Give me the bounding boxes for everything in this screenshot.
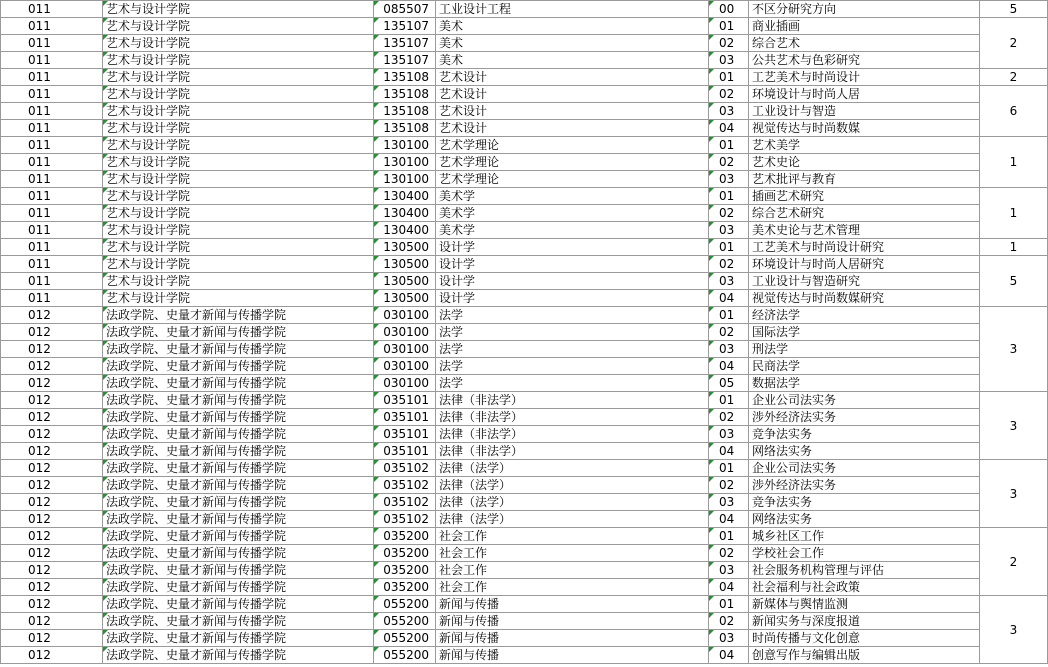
direction-name-cell[interactable]: 社会服务机构管理与评估	[749, 562, 980, 579]
table-row	[1, 630, 1048, 647]
table-row	[1, 35, 1048, 52]
major-code-cell[interactable]: 130500	[374, 273, 436, 290]
major-name-cell[interactable]: 美术	[436, 52, 709, 69]
direction-name-cell[interactable]: 民商法学	[749, 358, 980, 375]
major-code-cell[interactable]: 130100	[374, 171, 436, 188]
college-code-cell[interactable]: 012	[1, 528, 103, 545]
direction-code-cell[interactable]: 03	[709, 103, 749, 120]
college-code-cell[interactable]: 012	[1, 392, 103, 409]
college-name-cell[interactable]: 艺术与设计学院	[103, 52, 374, 69]
table-row	[1, 1, 1048, 18]
college-code-cell[interactable]: 011	[1, 290, 103, 307]
college-code-cell[interactable]: 011	[1, 18, 103, 35]
college-name-cell[interactable]: 法政学院、史量才新闻与传播学院	[103, 596, 374, 613]
direction-name-cell[interactable]: 新闻实务与深度报道	[749, 613, 980, 630]
direction-name-cell[interactable]: 涉外经济法实务	[749, 409, 980, 426]
direction-name-cell[interactable]: 商业插画	[749, 18, 980, 35]
major-name-cell[interactable]: 美术	[436, 35, 709, 52]
major-name-cell[interactable]: 新闻与传播	[436, 596, 709, 613]
table-row	[1, 273, 1048, 290]
major-code-cell[interactable]: 030100	[374, 324, 436, 341]
direction-code-cell[interactable]: 03	[709, 171, 749, 188]
table-row	[1, 52, 1048, 69]
major-name-cell[interactable]: 艺术学理论	[436, 154, 709, 171]
major-name-cell[interactable]: 社会工作	[436, 545, 709, 562]
direction-name-cell[interactable]: 公共艺术与色彩研究	[749, 52, 980, 69]
direction-code-cell[interactable]: 02	[709, 324, 749, 341]
major-code-cell[interactable]: 035102	[374, 477, 436, 494]
table-row	[1, 86, 1048, 103]
college-code-cell[interactable]: 011	[1, 1, 103, 18]
direction-code-cell[interactable]: 01	[709, 239, 749, 256]
major-name-cell[interactable]: 法律（非法学）	[436, 392, 709, 409]
direction-code-cell[interactable]: 01	[709, 392, 749, 409]
direction-code-cell[interactable]: 02	[709, 256, 749, 273]
direction-code-cell[interactable]: 01	[709, 137, 749, 154]
direction-code-cell[interactable]: 00	[709, 1, 749, 18]
major-name-cell[interactable]: 法学	[436, 358, 709, 375]
major-name-cell[interactable]: 法律（非法学）	[436, 409, 709, 426]
major-code-cell[interactable]: 135107	[374, 35, 436, 52]
major-code-cell[interactable]: 035200	[374, 579, 436, 596]
college-name-cell[interactable]: 艺术与设计学院	[103, 86, 374, 103]
direction-name-cell[interactable]: 社会福利与社会政策	[749, 579, 980, 596]
direction-name-cell[interactable]: 竞争法实务	[749, 494, 980, 511]
major-code-cell[interactable]: 135108	[374, 69, 436, 86]
direction-name-cell[interactable]: 网络法实务	[749, 511, 980, 528]
table-row	[1, 409, 1048, 426]
major-code-cell[interactable]: 135108	[374, 103, 436, 120]
table-row	[1, 392, 1048, 409]
college-code-cell[interactable]: 011	[1, 154, 103, 171]
college-code-cell[interactable]: 012	[1, 409, 103, 426]
college-name-cell[interactable]: 法政学院、史量才新闻与传播学院	[103, 494, 374, 511]
direction-code-cell[interactable]: 02	[709, 86, 749, 103]
table-row	[1, 647, 1048, 664]
college-code-cell[interactable]: 011	[1, 256, 103, 273]
college-name-cell[interactable]: 艺术与设计学院	[103, 205, 374, 222]
table-row	[1, 494, 1048, 511]
direction-name-cell[interactable]: 竞争法实务	[749, 426, 980, 443]
major-code-cell[interactable]: 035101	[374, 392, 436, 409]
major-code-cell[interactable]: 130100	[374, 154, 436, 171]
major-code-cell[interactable]: 130400	[374, 222, 436, 239]
college-code-cell[interactable]: 011	[1, 205, 103, 222]
table-row	[1, 579, 1048, 596]
college-name-cell[interactable]: 艺术与设计学院	[103, 222, 374, 239]
major-code-cell[interactable]: 030100	[374, 307, 436, 324]
direction-name-cell[interactable]: 企业公司法实务	[749, 460, 980, 477]
direction-code-cell[interactable]: 04	[709, 511, 749, 528]
college-code-cell[interactable]: 012	[1, 494, 103, 511]
college-name-cell[interactable]: 艺术与设计学院	[103, 103, 374, 120]
college-name-cell[interactable]: 法政学院、史量才新闻与传播学院	[103, 545, 374, 562]
enrollment-count-cell[interactable]: 1	[980, 137, 1048, 188]
college-name-cell[interactable]: 法政学院、史量才新闻与传播学院	[103, 375, 374, 392]
table-row	[1, 154, 1048, 171]
direction-name-cell[interactable]: 时尚传播与文化创意	[749, 630, 980, 647]
direction-name-cell[interactable]: 创意写作与编辑出版	[749, 647, 980, 664]
major-code-cell[interactable]: 130400	[374, 205, 436, 222]
direction-name-cell[interactable]: 艺术批评与教育	[749, 171, 980, 188]
major-name-cell[interactable]: 法律（非法学）	[436, 426, 709, 443]
major-name-cell[interactable]: 新闻与传播	[436, 613, 709, 630]
table-row	[1, 511, 1048, 528]
major-name-cell[interactable]: 社会工作	[436, 562, 709, 579]
major-code-cell[interactable]: 130500	[374, 239, 436, 256]
direction-name-cell[interactable]: 涉外经济法实务	[749, 477, 980, 494]
table-row	[1, 324, 1048, 341]
direction-name-cell[interactable]: 工艺美术与时尚设计	[749, 69, 980, 86]
college-code-cell[interactable]: 012	[1, 579, 103, 596]
college-name-cell[interactable]: 法政学院、史量才新闻与传播学院	[103, 511, 374, 528]
table-row	[1, 596, 1048, 613]
major-code-cell[interactable]: 030100	[374, 375, 436, 392]
college-name-cell[interactable]: 艺术与设计学院	[103, 171, 374, 188]
enrollment-count-cell[interactable]: 2	[980, 528, 1048, 596]
college-name-cell[interactable]: 法政学院、史量才新闻与传播学院	[103, 392, 374, 409]
table-body	[1, 1, 1048, 664]
college-name-cell[interactable]: 法政学院、史量才新闻与传播学院	[103, 579, 374, 596]
major-code-cell[interactable]: 035101	[374, 426, 436, 443]
college-code-cell[interactable]: 012	[1, 426, 103, 443]
direction-code-cell[interactable]: 05	[709, 375, 749, 392]
major-code-cell[interactable]: 130500	[374, 290, 436, 307]
major-code-cell[interactable]: 055200	[374, 647, 436, 664]
college-code-cell[interactable]: 012	[1, 358, 103, 375]
college-name-cell[interactable]: 法政学院、史量才新闻与传播学院	[103, 426, 374, 443]
major-name-cell[interactable]: 法学	[436, 324, 709, 341]
direction-code-cell[interactable]: 02	[709, 409, 749, 426]
major-code-cell[interactable]: 135107	[374, 18, 436, 35]
major-code-cell[interactable]: 085507	[374, 1, 436, 18]
college-code-cell[interactable]: 012	[1, 324, 103, 341]
major-name-cell[interactable]: 法学	[436, 375, 709, 392]
major-name-cell[interactable]: 艺术学理论	[436, 171, 709, 188]
direction-code-cell[interactable]: 02	[709, 545, 749, 562]
college-code-cell[interactable]: 011	[1, 69, 103, 86]
college-code-cell[interactable]: 012	[1, 375, 103, 392]
direction-name-cell[interactable]: 环境设计与时尚人居研究	[749, 256, 980, 273]
college-name-cell[interactable]: 艺术与设计学院	[103, 188, 374, 205]
direction-name-cell[interactable]: 工艺美术与时尚设计研究	[749, 239, 980, 256]
major-name-cell[interactable]: 社会工作	[436, 579, 709, 596]
major-name-cell[interactable]: 法学	[436, 341, 709, 358]
direction-name-cell[interactable]: 美术史论与艺术管理	[749, 222, 980, 239]
major-name-cell[interactable]: 设计学	[436, 273, 709, 290]
college-code-cell[interactable]: 011	[1, 86, 103, 103]
enrollment-count-cell[interactable]: 1	[980, 239, 1048, 256]
major-name-cell[interactable]: 艺术设计	[436, 120, 709, 137]
direction-name-cell[interactable]: 环境设计与时尚人居	[749, 86, 980, 103]
college-code-cell[interactable]: 012	[1, 596, 103, 613]
direction-name-cell[interactable]: 数据法学	[749, 375, 980, 392]
table-row	[1, 460, 1048, 477]
direction-name-cell[interactable]: 工业设计与智造研究	[749, 273, 980, 290]
direction-code-cell[interactable]: 02	[709, 154, 749, 171]
college-code-cell[interactable]: 012	[1, 545, 103, 562]
major-name-cell[interactable]: 美术学	[436, 222, 709, 239]
major-code-cell[interactable]: 035102	[374, 494, 436, 511]
direction-name-cell[interactable]: 视觉传达与时尚数媒	[749, 120, 980, 137]
major-name-cell[interactable]: 法律（法学）	[436, 511, 709, 528]
table-row	[1, 171, 1048, 188]
direction-code-cell[interactable]: 01	[709, 460, 749, 477]
table-row	[1, 205, 1048, 222]
major-code-cell[interactable]: 035102	[374, 460, 436, 477]
college-name-cell[interactable]: 艺术与设计学院	[103, 137, 374, 154]
table-row	[1, 443, 1048, 460]
college-name-cell[interactable]: 艺术与设计学院	[103, 69, 374, 86]
major-name-cell[interactable]: 美术	[436, 18, 709, 35]
major-code-cell[interactable]: 030100	[374, 341, 436, 358]
direction-code-cell[interactable]: 01	[709, 18, 749, 35]
college-code-cell[interactable]: 011	[1, 171, 103, 188]
college-name-cell[interactable]: 艺术与设计学院	[103, 154, 374, 171]
major-code-cell[interactable]: 055200	[374, 596, 436, 613]
direction-name-cell[interactable]: 综合艺术研究	[749, 205, 980, 222]
major-code-cell[interactable]: 035200	[374, 545, 436, 562]
enrollment-count-cell[interactable]: 1	[980, 188, 1048, 239]
college-code-cell[interactable]: 012	[1, 460, 103, 477]
college-code-cell[interactable]: 012	[1, 511, 103, 528]
college-name-cell[interactable]: 法政学院、史量才新闻与传播学院	[103, 341, 374, 358]
college-name-cell[interactable]: 法政学院、史量才新闻与传播学院	[103, 409, 374, 426]
major-code-cell[interactable]: 035200	[374, 562, 436, 579]
major-name-cell[interactable]: 美术学	[436, 188, 709, 205]
direction-code-cell[interactable]: 03	[709, 273, 749, 290]
major-code-cell[interactable]: 135107	[374, 52, 436, 69]
college-name-cell[interactable]: 法政学院、史量才新闻与传播学院	[103, 477, 374, 494]
major-code-cell[interactable]: 035101	[374, 409, 436, 426]
college-name-cell[interactable]: 法政学院、史量才新闻与传播学院	[103, 460, 374, 477]
major-code-cell[interactable]: 035200	[374, 528, 436, 545]
college-name-cell[interactable]: 艺术与设计学院	[103, 18, 374, 35]
direction-name-cell[interactable]: 网络法实务	[749, 443, 980, 460]
college-name-cell[interactable]: 法政学院、史量才新闻与传播学院	[103, 324, 374, 341]
college-code-cell[interactable]: 011	[1, 35, 103, 52]
table-row	[1, 69, 1048, 86]
college-code-cell[interactable]: 012	[1, 307, 103, 324]
direction-code-cell[interactable]: 04	[709, 579, 749, 596]
major-name-cell[interactable]: 法学	[436, 307, 709, 324]
direction-code-cell[interactable]: 02	[709, 613, 749, 630]
college-name-cell[interactable]: 艺术与设计学院	[103, 256, 374, 273]
major-name-cell[interactable]: 设计学	[436, 290, 709, 307]
college-name-cell[interactable]: 艺术与设计学院	[103, 120, 374, 137]
table-row	[1, 562, 1048, 579]
college-code-cell[interactable]: 011	[1, 188, 103, 205]
direction-name-cell[interactable]: 经济法学	[749, 307, 980, 324]
college-code-cell[interactable]: 011	[1, 239, 103, 256]
enrollment-count-cell[interactable]: 3	[980, 307, 1048, 392]
table-row	[1, 120, 1048, 137]
enrollment-count-cell[interactable]: 6	[980, 86, 1048, 137]
direction-name-cell[interactable]: 不区分研究方向	[749, 1, 980, 18]
college-name-cell[interactable]: 法政学院、史量才新闻与传播学院	[103, 443, 374, 460]
major-name-cell[interactable]: 法律（法学）	[436, 477, 709, 494]
direction-code-cell[interactable]: 02	[709, 205, 749, 222]
major-name-cell[interactable]: 工业设计工程	[436, 1, 709, 18]
direction-name-cell[interactable]: 国际法学	[749, 324, 980, 341]
major-code-cell[interactable]: 130100	[374, 137, 436, 154]
direction-code-cell[interactable]: 03	[709, 341, 749, 358]
direction-code-cell[interactable]: 04	[709, 290, 749, 307]
enrollment-count-cell[interactable]: 5	[980, 1, 1048, 18]
college-name-cell[interactable]: 法政学院、史量才新闻与传播学院	[103, 613, 374, 630]
major-name-cell[interactable]: 新闻与传播	[436, 647, 709, 664]
college-name-cell[interactable]: 艺术与设计学院	[103, 1, 374, 18]
college-code-cell[interactable]: 012	[1, 477, 103, 494]
college-code-cell[interactable]: 011	[1, 103, 103, 120]
major-code-cell[interactable]: 030100	[374, 358, 436, 375]
major-code-cell[interactable]: 130500	[374, 256, 436, 273]
college-code-cell[interactable]: 012	[1, 562, 103, 579]
major-name-cell[interactable]: 艺术设计	[436, 69, 709, 86]
college-code-cell[interactable]: 012	[1, 613, 103, 630]
direction-code-cell[interactable]: 03	[709, 630, 749, 647]
table-row	[1, 137, 1048, 154]
direction-name-cell[interactable]: 综合艺术	[749, 35, 980, 52]
major-name-cell[interactable]: 艺术设计	[436, 86, 709, 103]
college-code-cell[interactable]: 011	[1, 273, 103, 290]
direction-name-cell[interactable]: 新媒体与舆情监测	[749, 596, 980, 613]
major-name-cell[interactable]: 艺术学理论	[436, 137, 709, 154]
major-name-cell[interactable]: 美术学	[436, 205, 709, 222]
college-name-cell[interactable]: 艺术与设计学院	[103, 35, 374, 52]
major-name-cell[interactable]: 设计学	[436, 256, 709, 273]
table-row	[1, 239, 1048, 256]
college-code-cell[interactable]: 011	[1, 120, 103, 137]
direction-code-cell[interactable]: 03	[709, 222, 749, 239]
table-row	[1, 222, 1048, 239]
direction-name-cell[interactable]: 企业公司法实务	[749, 392, 980, 409]
college-name-cell[interactable]: 法政学院、史量才新闻与传播学院	[103, 647, 374, 664]
table-row	[1, 358, 1048, 375]
major-name-cell[interactable]: 设计学	[436, 239, 709, 256]
enrollment-count-cell[interactable]: 3	[980, 460, 1048, 528]
direction-code-cell[interactable]: 02	[709, 35, 749, 52]
direction-code-cell[interactable]: 01	[709, 528, 749, 545]
table-row	[1, 341, 1048, 358]
direction-code-cell[interactable]: 03	[709, 52, 749, 69]
college-name-cell[interactable]: 法政学院、史量才新闻与传播学院	[103, 307, 374, 324]
college-code-cell[interactable]: 011	[1, 52, 103, 69]
table-row	[1, 307, 1048, 324]
direction-code-cell[interactable]: 01	[709, 596, 749, 613]
college-name-cell[interactable]: 法政学院、史量才新闻与传播学院	[103, 358, 374, 375]
college-code-cell[interactable]: 011	[1, 222, 103, 239]
direction-name-cell[interactable]: 插画艺术研究	[749, 188, 980, 205]
direction-code-cell[interactable]: 04	[709, 443, 749, 460]
direction-name-cell[interactable]: 艺术美学	[749, 137, 980, 154]
major-name-cell[interactable]: 艺术设计	[436, 103, 709, 120]
direction-code-cell[interactable]: 01	[709, 69, 749, 86]
table-row	[1, 613, 1048, 630]
direction-name-cell[interactable]: 学校社会工作	[749, 545, 980, 562]
enrollment-count-cell[interactable]: 3	[980, 392, 1048, 460]
direction-name-cell[interactable]: 工业设计与智造	[749, 103, 980, 120]
college-name-cell[interactable]: 艺术与设计学院	[103, 273, 374, 290]
major-code-cell[interactable]: 135108	[374, 86, 436, 103]
table-row	[1, 528, 1048, 545]
direction-name-cell[interactable]: 城乡社区工作	[749, 528, 980, 545]
enrollment-count-cell[interactable]: 2	[980, 18, 1048, 69]
direction-code-cell[interactable]: 03	[709, 426, 749, 443]
direction-code-cell[interactable]: 04	[709, 358, 749, 375]
direction-name-cell[interactable]: 艺术史论	[749, 154, 980, 171]
major-code-cell[interactable]: 135108	[374, 120, 436, 137]
table-row	[1, 188, 1048, 205]
major-name-cell[interactable]: 新闻与传播	[436, 630, 709, 647]
table-row	[1, 290, 1048, 307]
major-code-cell[interactable]: 055200	[374, 613, 436, 630]
major-name-cell[interactable]: 法律（法学）	[436, 460, 709, 477]
table-row	[1, 477, 1048, 494]
major-code-cell[interactable]: 035101	[374, 443, 436, 460]
college-code-cell[interactable]: 012	[1, 341, 103, 358]
table-row	[1, 18, 1048, 35]
college-code-cell[interactable]: 012	[1, 630, 103, 647]
direction-code-cell[interactable]: 04	[709, 120, 749, 137]
direction-name-cell[interactable]: 视觉传达与时尚数媒研究	[749, 290, 980, 307]
table-row	[1, 103, 1048, 120]
college-name-cell[interactable]: 法政学院、史量才新闻与传播学院	[103, 630, 374, 647]
college-code-cell[interactable]: 011	[1, 137, 103, 154]
table-row	[1, 375, 1048, 392]
college-name-cell[interactable]: 艺术与设计学院	[103, 239, 374, 256]
college-code-cell[interactable]: 012	[1, 647, 103, 664]
direction-code-cell[interactable]: 03	[709, 562, 749, 579]
major-code-cell[interactable]: 130400	[374, 188, 436, 205]
table-row	[1, 256, 1048, 273]
table-row	[1, 545, 1048, 562]
major-name-cell[interactable]: 社会工作	[436, 528, 709, 545]
college-name-cell[interactable]: 艺术与设计学院	[103, 290, 374, 307]
major-code-cell[interactable]: 035102	[374, 511, 436, 528]
table-row	[1, 426, 1048, 443]
college-name-cell[interactable]: 法政学院、史量才新闻与传播学院	[103, 528, 374, 545]
direction-code-cell[interactable]: 03	[709, 494, 749, 511]
college-name-cell[interactable]: 法政学院、史量才新闻与传播学院	[103, 562, 374, 579]
major-name-cell[interactable]: 法律（非法学）	[436, 443, 709, 460]
direction-name-cell[interactable]: 刑法学	[749, 341, 980, 358]
major-name-cell[interactable]: 法律（法学）	[436, 494, 709, 511]
major-code-cell[interactable]: 055200	[374, 630, 436, 647]
college-code-cell[interactable]: 012	[1, 443, 103, 460]
direction-code-cell[interactable]: 02	[709, 477, 749, 494]
direction-code-cell[interactable]: 04	[709, 647, 749, 664]
direction-code-cell[interactable]: 01	[709, 188, 749, 205]
enrollment-count-cell[interactable]: 5	[980, 256, 1048, 307]
direction-code-cell[interactable]: 01	[709, 307, 749, 324]
enrollment-count-cell[interactable]: 2	[980, 69, 1048, 86]
enrollment-count-cell[interactable]: 3	[980, 596, 1048, 664]
